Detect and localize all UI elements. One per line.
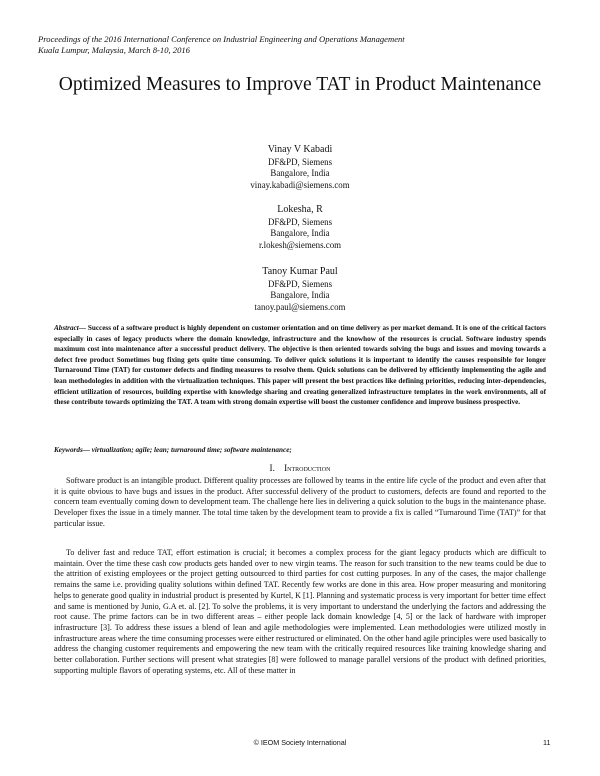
author-email: vinay.kabadi@siemens.com: [250, 179, 350, 190]
abstract: [54, 323, 546, 408]
header-location-line: Kuala Lumpur, Malaysia, March 8-10, 2016: [38, 45, 190, 55]
section-title: Introduction: [284, 463, 331, 473]
footer-copyright: © IEOM Society International: [253, 738, 347, 747]
abstract-label: Abstract—: [54, 324, 86, 332]
author-name: Lokesha, R: [277, 204, 323, 215]
author-email: r.lokesh@siemens.com: [258, 239, 342, 250]
section-number: I.: [269, 463, 275, 473]
header-conference-line: Proceedings of the 2016 International Conference on Industrial Engineering and Operations Management: [38, 34, 405, 44]
author-email: tanoy.paul@siemens.com: [254, 301, 346, 312]
author-location: Bangalore, India: [270, 228, 330, 239]
body-paragraph: Software product is an intangible product. Different quality processes are followed by teams in the entire life cycle of the product and even after that it is quite obvious to have bugs and issues in the product. After successful delivery of the product to customers, defects are found and reported to the concern team eventually coming down to development team. The challenge here lies in delivering a quick solution to the bugs in the maintenance phase. Developer fixes the issue in a timely manner. The total time taken by the development team to provide a fix is called “Turnaround Time (TAT)” for that particular issue.: [54, 476, 546, 528]
author-block: [100, 203, 500, 251]
page-number: 11: [543, 738, 551, 747]
author-name: Vinay V Kabadi: [267, 144, 333, 155]
author-dept: DF&PD, Siemens: [267, 157, 333, 167]
section-heading: [40, 462, 560, 474]
author-block: [100, 143, 500, 191]
author-block: [100, 265, 500, 313]
running-header: [38, 34, 568, 56]
author-location: Bangalore, India: [270, 168, 330, 179]
abstract-text: Success of a software product is highly dependent on customer orientation and on time delivery as per market demand. It is one of the critical factors especially in cases of legacy products where the domain knowledge, infrastructure and the knowhow of the resources is crucial. Software industry spends maximum cost into maintenance after a successful product delivery. The objective is then oriented towards solving the bugs and issues and moving towards a defect free product Sometimes bug fixing gets quite time consuming. To deliver quick solutions it is important to identify the causes responsible for longer Turnaround Time (TAT) for customer defects and finding measures to resolve them. Quick solutions can be delivered by efficiently implementing the agile and lean methodologies in addition with the virtualization techniques. This paper will present the best practices like defining priorities, reducing inter-dependencies, efficient utilization of resources, building expertise with knowledge sharing and creating generalized infrastructure templates in the work environments, all of these contribute towards optimizing the TAT. A team with strong domain expertise will boost the customer confidence and improve business prospective.: [54, 324, 546, 407]
author-dept: DF&PD, Siemens: [267, 217, 333, 227]
author-dept: DF&PD, Siemens: [267, 279, 333, 289]
body-paragraph: To deliver fast and reduce TAT, effort estimation is crucial; it becomes a complex process for the giant legacy products which are difficult to maintain. Over the time these cash cow products gets handed over to new virgin teams. The reason for such transition to the new teams could be due to the attrition of existing employees or the project getting outsourced to third parties for cost cutting purposes. In any of the cases, the major challenge remains the same i.e. providing quality solutions within defined TAT. Recently few works are done in this area. How proper measuring and monitoring helps to generate good quality in industrial product is presented by Kurtel, K [1]. Planning and systematic process is very important for better time effect and same is mentioned by Junio, G.A et. al. [2]. To solve the problems, it is very important to understand the underlying the factors and addressing the root cause. The prime factors can be in two different areas – either people lack domain knowledge [4, 5] or the lack of hardware with improper infrastructure [3]. To address these issues a blend of lean and agile methodologies were implemented. Lean methodologies were utilized mostly in infrastructure areas where the time consuming processes were either restructured or eliminated. On the other hand agile principles were used basically to address the changing customer requirements and empowering the new team with the critically required resources like training knowledge sharing and better collaboration. Further sections will present what strategies [8] were followed to manage parallel versions of the product with defined priorities, supporting multiple flavors of operating systems, etc. All of these matter in: [54, 548, 546, 675]
keywords: Keywords— virtualization; agile; lean; turnaround time; software maintenance;: [54, 446, 292, 454]
author-location: Bangalore, India: [270, 290, 330, 301]
author-name: Tanoy Kumar Paul: [262, 266, 338, 277]
paper-title: Optimized Measures to Improve TAT in Product Maintenance: [58, 74, 542, 95]
